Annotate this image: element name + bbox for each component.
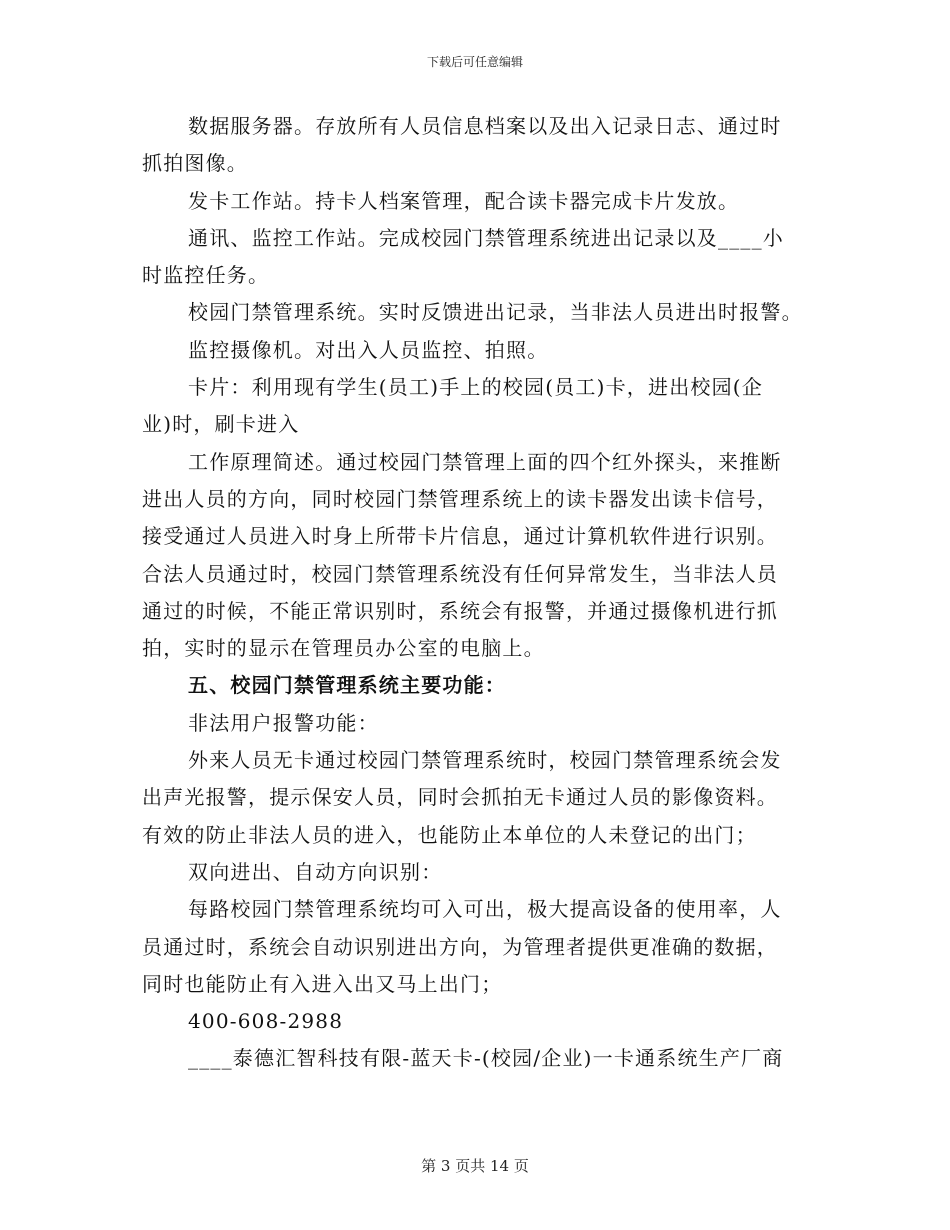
paragraph-line: 抓拍图像。 xyxy=(142,151,248,176)
paragraph-line: 卡片：利用现有学生(员工)手上的校园(员工)卡，进出校园(企 xyxy=(188,375,764,400)
paragraph-line: 双向进出、自动方向识别： xyxy=(188,859,443,884)
paragraph-line: 接受通过人员进入时身上所带卡片信息，通过计算机软件进行识别。 xyxy=(142,524,778,549)
phone-number: 400-608-2988 xyxy=(188,1009,344,1034)
paragraph-line: 时监控任务。 xyxy=(142,263,270,288)
paragraph-line: 校园门禁管理系统。实时反馈进出记录，当非法人员进出时报警。 xyxy=(188,300,803,325)
paragraph-line: 拍，实时的显示在管理员办公室的电脑上。 xyxy=(142,636,545,661)
paragraph-line: 通过的时候，不能正常识别时，系统会有报警，并通过摄像机进行抓 xyxy=(142,598,778,623)
paragraph-line: 非法用户报警功能： xyxy=(188,710,379,735)
paragraph-line: 出声光报警，提示保安人员，同时会抓拍无卡通过人员的影像资料。 xyxy=(142,785,778,810)
paragraph-line: 通讯、监控工作站。完成校园门禁管理系统进出记录以及____小 xyxy=(188,225,784,250)
document-body xyxy=(142,108,818,1078)
section-heading: 五、校园门禁管理系统主要功能： xyxy=(188,673,506,698)
page-header: 下载后可任意编辑 xyxy=(426,55,523,69)
paragraph-line: 业)时，刷卡进入 xyxy=(142,412,300,437)
paragraph-line: 监控摄像机。对出入人员监控、拍照。 xyxy=(188,337,549,362)
paragraph-line: 同时也能防止有入进入出又马上出门； xyxy=(142,971,503,996)
paragraph-line: 外来人员无卡通过校园门禁管理系统时，校园门禁管理系统会发 xyxy=(188,748,782,773)
paragraph-line: ____泰德汇智科技有限-蓝天卡-(校园/企业)一卡通系统生产厂商 xyxy=(188,1046,784,1071)
page-footer: 第 3 页共 14 页 xyxy=(421,1157,529,1175)
paragraph-line: 有效的防止非法人员的进入，也能防止本单位的人未登记的出门； xyxy=(142,822,757,847)
paragraph-line: 每路校园门禁管理系统均可入可出，极大提高设备的使用率，人 xyxy=(188,897,782,922)
paragraph-line: 工作原理简述。通过校园门禁管理上面的四个红外探头，来推断 xyxy=(188,449,782,474)
paragraph-line: 数据服务器。存放所有人员信息档案以及出入记录日志、通过时 xyxy=(188,114,782,138)
paragraph-line: 发卡工作站。持卡人档案管理，配合读卡器完成卡片发放。 xyxy=(188,188,740,213)
paragraph-line: 合法人员通过时，校园门禁管理系统没有任何异常发生，当非法人员 xyxy=(142,561,778,586)
paragraph-line: 员通过时，系统会自动识别进出方向，为管理者提供更准确的数据， xyxy=(142,934,778,959)
paragraph-line: 进出人员的方向，同时校园门禁管理系统上的读卡器发出读卡信号， xyxy=(142,486,778,511)
